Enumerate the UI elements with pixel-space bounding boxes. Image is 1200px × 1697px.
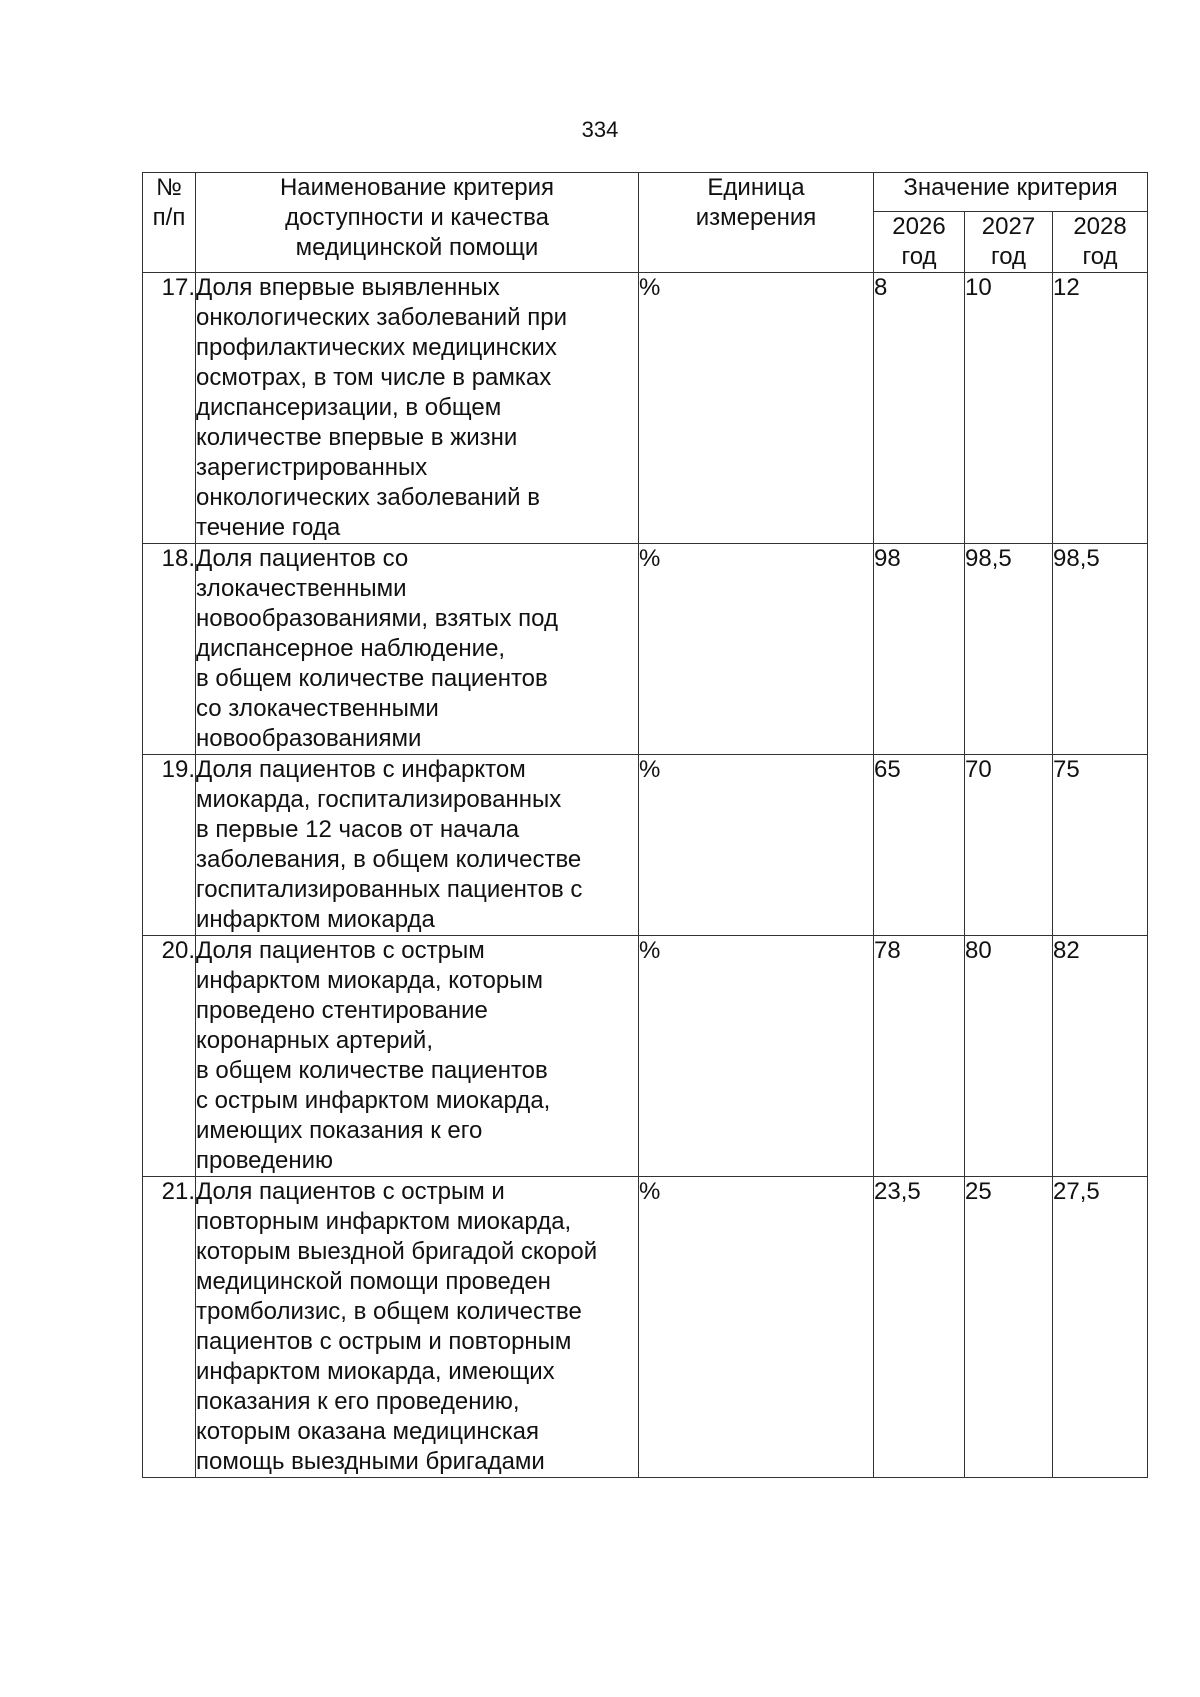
row-number: 19. [143, 755, 196, 936]
value-cell: 75 [1053, 755, 1148, 936]
table-row [143, 936, 1148, 1177]
value-cell: 65 [874, 755, 965, 936]
criterion-name-line: пациентов с острым и повторным [196, 1328, 572, 1355]
table-row [143, 544, 1148, 755]
criterion-name [196, 1177, 639, 1478]
unit-cell: % [639, 755, 874, 936]
criterion-name-line: Доля пациентов со [196, 545, 409, 572]
criteria-table [142, 172, 1148, 1478]
criterion-name-line: Доля впервые выявленных [196, 274, 500, 301]
value-cell: 10 [965, 273, 1053, 544]
table-header-row [143, 173, 1148, 212]
criterion-name-line: Доля пациентов с острым и [196, 1178, 505, 1205]
criterion-name-line: помощь выездными бригадами [196, 1448, 545, 1475]
unit-cell: % [639, 936, 874, 1177]
criterion-name-line: онкологических заболеваний в [196, 484, 540, 511]
criterion-name [196, 755, 639, 936]
header-value-group: Значение критерия [874, 173, 1148, 212]
unit-cell: % [639, 1177, 874, 1478]
criterion-name-line: проведено стентирование [196, 997, 488, 1024]
header-name: Наименование критерия доступности и качества медицинской помощи [196, 173, 639, 273]
criterion-name-line: коронарных артерий, [196, 1027, 433, 1054]
page-number: 334 [581, 117, 619, 142]
criterion-name-line: течение года [196, 514, 341, 541]
criterion-name-line: с острым инфарктом миокарда, [196, 1087, 551, 1114]
header-unit: Единица измерения [639, 173, 874, 273]
criterion-name-line: инфарктом миокарда, имеющих [196, 1358, 555, 1385]
header-year-2026: 2026 год [874, 212, 965, 273]
criterion-name-line: заболевания, в общем количестве [196, 846, 582, 873]
criterion-name-line: онкологических заболеваний при [196, 304, 567, 331]
criterion-name-line: медицинской помощи проведен [196, 1268, 551, 1295]
criterion-name-line: повторным инфарктом миокарда, [196, 1208, 572, 1235]
value-cell: 98 [874, 544, 965, 755]
criterion-name-line: новообразованиями [196, 725, 422, 752]
table-row [143, 1177, 1148, 1478]
value-cell: 23,5 [874, 1177, 965, 1478]
criterion-name-line: которым оказана медицинская [196, 1418, 540, 1445]
criterion-name [196, 273, 639, 544]
criterion-name-line: проведению [196, 1147, 334, 1174]
row-number: 18. [143, 544, 196, 755]
criterion-name-line: Доля пациентов с острым [196, 937, 485, 964]
criterion-name-line: в общем количестве пациентов [196, 1057, 548, 1084]
value-cell: 80 [965, 936, 1053, 1177]
criterion-name-line: новообразованиями, взятых под [196, 605, 558, 632]
criterion-name-line: профилактических медицинских [196, 334, 557, 361]
value-cell: 98,5 [965, 544, 1053, 755]
criterion-name-line: в первые 12 часов от начала [196, 816, 520, 843]
unit-cell: % [639, 273, 874, 544]
header-year-2028: 2028 год [1053, 212, 1148, 273]
value-cell: 27,5 [1053, 1177, 1148, 1478]
criterion-name-line: диспансеризации, в общем [196, 394, 502, 421]
criterion-name-line: в общем количестве пациентов [196, 665, 548, 692]
criterion-name-line: имеющих показания к его [196, 1117, 483, 1144]
criterion-name-line: диспансерное наблюдение, [196, 635, 506, 662]
value-cell: 12 [1053, 273, 1148, 544]
table-row [143, 273, 1148, 544]
criterion-name-line: госпитализированных пациентов с [196, 876, 583, 903]
value-cell: 98,5 [1053, 544, 1148, 755]
criterion-name [196, 544, 639, 755]
criterion-name-line: тромболизис, в общем количестве [196, 1298, 582, 1325]
header-year-2027: 2027 год [965, 212, 1053, 273]
value-cell: 8 [874, 273, 965, 544]
criterion-name-line: злокачественными [196, 575, 407, 602]
row-number: 21. [143, 1177, 196, 1478]
value-cell: 70 [965, 755, 1053, 936]
table-row [143, 755, 1148, 936]
row-number: 20. [143, 936, 196, 1177]
criterion-name-line: миокарда, госпитализированных [196, 786, 562, 813]
criterion-name-line: со злокачественными [196, 695, 439, 722]
row-number: 17. [143, 273, 196, 544]
value-cell: 78 [874, 936, 965, 1177]
criterion-name-line: зарегистрированных [196, 454, 428, 481]
criterion-name-line: показания к его проведению, [196, 1388, 520, 1415]
criterion-name-line: инфарктом миокарда, которым [196, 967, 543, 994]
value-cell: 25 [965, 1177, 1053, 1478]
value-cell: 82 [1053, 936, 1148, 1177]
criterion-name-line: инфарктом миокарда [196, 906, 435, 933]
criterion-name-line: осмотрах, в том числе в рамках [196, 364, 552, 391]
criterion-name-line: Доля пациентов с инфарктом [196, 756, 526, 783]
criterion-name [196, 936, 639, 1177]
header-num: № п/п [143, 173, 196, 273]
unit-cell: % [639, 544, 874, 755]
criterion-name-line: количестве впервые в жизни [196, 424, 518, 451]
criterion-name-line: которым выездной бригадой скорой [196, 1238, 598, 1265]
table-body [143, 273, 1148, 1478]
